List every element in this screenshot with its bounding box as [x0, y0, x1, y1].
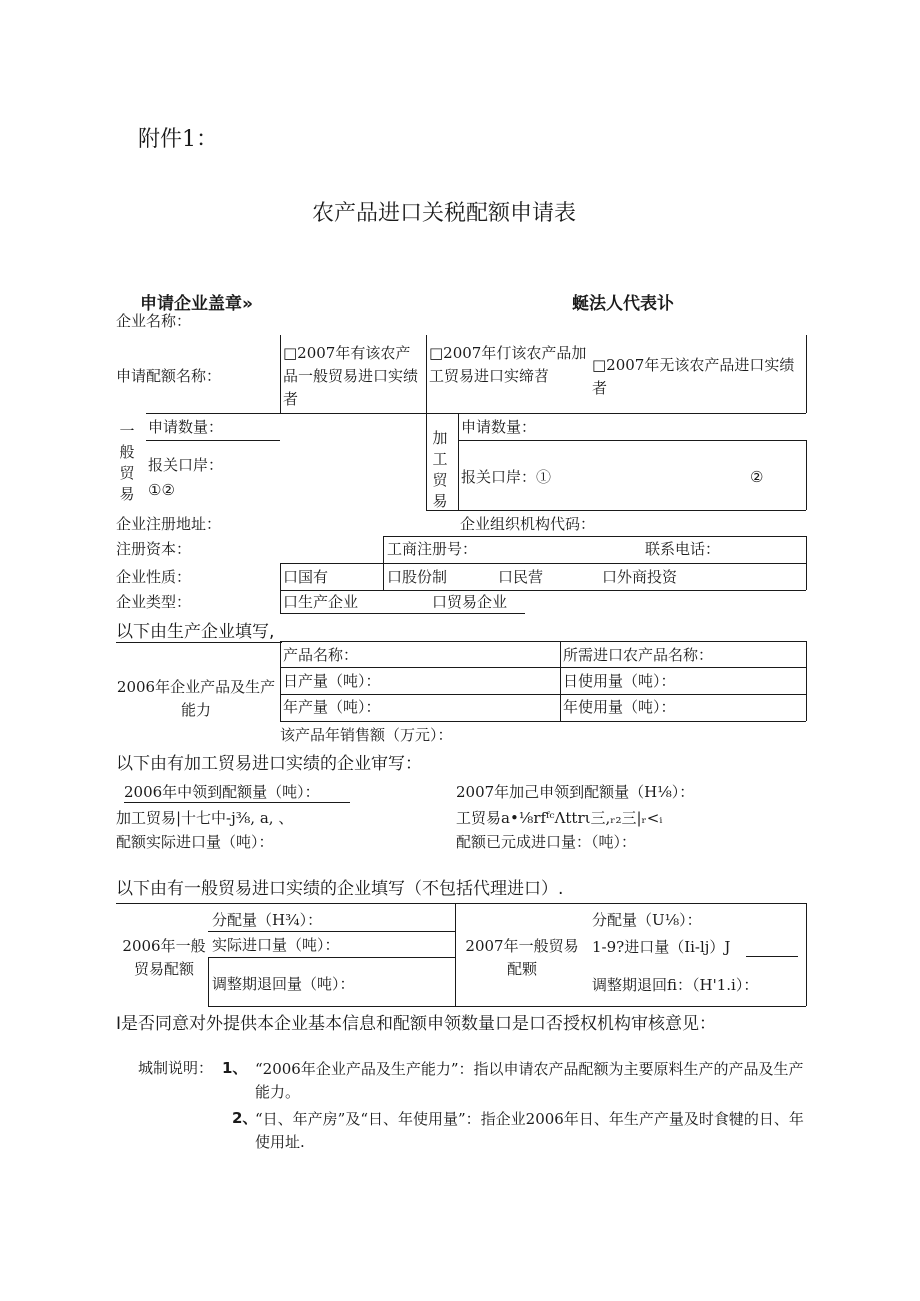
legal-rep-label: 蜒法人代表讣	[572, 294, 674, 314]
grid-line	[280, 694, 806, 695]
processing-right-line3: 配额已元成进口量：（吨）：	[456, 833, 637, 851]
processing-section-heading: 以下由有加工贸易进口实绩的企业审写：	[116, 754, 422, 774]
daily-usage-label: 日使用量（吨）：	[563, 672, 676, 690]
grid-line	[455, 903, 456, 1006]
grid-line	[280, 590, 806, 591]
y2006-adjust-return-label: 调整期退回量（吨）：	[212, 975, 355, 993]
form-title: 农产品进口关税配额申请表	[312, 201, 577, 226]
production-section-heading: 以下由生产企业填写,	[116, 622, 275, 642]
company-name-label: 企业名称：	[116, 312, 192, 330]
annual-usage-label: 年使用量（吨）：	[563, 698, 676, 716]
grid-line	[455, 903, 806, 904]
import-product-name-label: 所需进口农产品名称：	[563, 646, 714, 664]
grid-line	[280, 590, 281, 613]
type-trade-checkbox[interactable]: 口贸易企业	[432, 593, 508, 611]
y2007-actual-import-label: 1-9?进口量（Ii-lj）J	[592, 938, 731, 956]
grid-line	[806, 903, 807, 1006]
grid-line	[280, 641, 281, 721]
grid-line	[280, 667, 806, 668]
general-section-heading: 以下由有一般贸易进口实绩的企业填写（不包括代理进口）.	[116, 879, 564, 899]
grid-line	[280, 721, 806, 722]
capacity-label: 2006年企业产品及生产能力	[116, 678, 276, 719]
processing-quantity-label: 申请数量：	[461, 418, 537, 436]
note1-text: “2006年企业产品及生产能力”：指以申请农产品配额为主要原料生产的产品及生产能力。	[255, 1060, 804, 1101]
nature-foreign-checkbox[interactable]: 口外商投资	[602, 568, 678, 586]
grid-line	[383, 536, 384, 563]
option-general-trade-record[interactable]: □2007年有该农产品一般贸易进口实绩者	[283, 344, 419, 408]
y2006-quota-label: 2006年中领到配额量（吨）：	[124, 783, 320, 801]
org-code-label: 企业组织机构代码：	[460, 515, 596, 533]
company-seal-label: 申请企业盖章»	[140, 294, 253, 314]
option-no-import-record[interactable]: □2007年无该农产品进口实绩者	[592, 356, 795, 397]
grid-line	[280, 613, 525, 614]
grid-line	[806, 440, 807, 510]
attachment-label: 附件1：	[138, 127, 218, 152]
general-trade-label: 一般贸易	[119, 422, 135, 503]
y2007-adjust-return-label: 调整期退回fi：（H'1.i）：	[592, 976, 759, 994]
grid-line	[458, 440, 806, 441]
grid-line	[280, 563, 281, 590]
grid-line	[426, 413, 427, 510]
grid-line	[426, 510, 806, 511]
grid-line	[806, 641, 807, 721]
annual-sales-label: 该产品年销售额（万元）：	[280, 726, 453, 744]
grid-line	[806, 536, 807, 563]
general-quantity-label: 申请数量：	[148, 418, 224, 436]
processing-port-mark2: ②	[750, 468, 764, 486]
grid-line	[426, 335, 427, 413]
registered-address-label: 企业注册地址：	[116, 515, 222, 533]
note2-number: 2、	[232, 1109, 258, 1127]
annual-output-label: 年产量（吨）：	[283, 698, 381, 716]
grid-line	[806, 335, 807, 413]
y2007-allocation-label: 分配量（U⅛）：	[592, 911, 702, 929]
grid-line	[383, 563, 384, 590]
grid-line	[746, 956, 798, 957]
grid-line	[208, 1006, 806, 1007]
grid-line	[458, 413, 459, 510]
grid-line	[116, 642, 282, 643]
grid-line	[560, 641, 561, 721]
grid-line	[146, 413, 806, 414]
note1-number: 1、	[222, 1059, 248, 1077]
nature-private-checkbox[interactable]: 口民营	[498, 568, 544, 586]
consent-line: I是否同意对外提供本企业基本信息和配额申领数量口是口否授权机构审核意见：	[116, 1014, 717, 1034]
processing-right-line2: 工贸易a•⅛rfᶠᶜΛttrι三,ᵣ₂三|ᵣ<ᵢ	[456, 809, 663, 827]
business-reg-label: 工商注册号：	[387, 540, 478, 558]
grid-line	[146, 440, 280, 441]
grid-line	[280, 335, 281, 413]
y2006-allocation-label: 分配量（H¾）：	[212, 911, 323, 929]
quota-name-label: 申请配额名称：	[116, 367, 222, 385]
company-nature-label: 企业性质：	[116, 568, 192, 586]
processing-left-line3: 配额实际进口量（吨）：	[116, 833, 274, 851]
type-production-checkbox[interactable]: 口生产企业	[283, 593, 359, 611]
y2006-actual-import-label: 实际进口量（吨）：	[212, 936, 340, 954]
grid-line	[806, 563, 807, 590]
product-name-label: 产品名称：	[283, 646, 359, 664]
grid-line	[208, 931, 455, 932]
grid-line	[208, 957, 455, 958]
note2-text: “日、年产房”及“日、年使用量”：指企业2006年日、年生产产量及时食犍的日、年使用址.	[255, 1110, 804, 1151]
y2006-general-quota-label: 2006年一般贸易配额	[122, 937, 206, 978]
option-processing-trade-record[interactable]: □2007年仃该农产品加工贸易进口实缔苕	[429, 344, 587, 385]
grid-line	[280, 641, 806, 642]
notes-label: 城制说明：	[138, 1059, 214, 1077]
processing-left-line2: 加工贸易|十七中-j⅜, a, 、	[116, 809, 294, 827]
daily-output-label: 日产量（吨）：	[283, 672, 381, 690]
registered-capital-label: 注册资本：	[116, 540, 192, 558]
y2007-quota-label: 2007年加己申领到配额量（H⅛）：	[456, 783, 695, 801]
processing-port-label: 报关口岸：①	[461, 468, 552, 486]
nature-shareholding-checkbox[interactable]: 口股份制	[387, 568, 448, 586]
grid-line	[124, 802, 350, 803]
general-port-marks: ①②	[148, 481, 175, 499]
company-type-label: 企业类型：	[116, 593, 192, 611]
grid-line	[280, 563, 806, 564]
general-port-label: 报关口岸：	[148, 456, 224, 474]
y2007-general-quota-label: 2007年一般贸易配颗	[465, 937, 579, 978]
processing-trade-label: 加工贸易	[432, 429, 448, 510]
grid-line	[383, 536, 806, 537]
nature-state-checkbox[interactable]: 口国有	[283, 568, 329, 586]
phone-label: 联系电话：	[645, 540, 721, 558]
